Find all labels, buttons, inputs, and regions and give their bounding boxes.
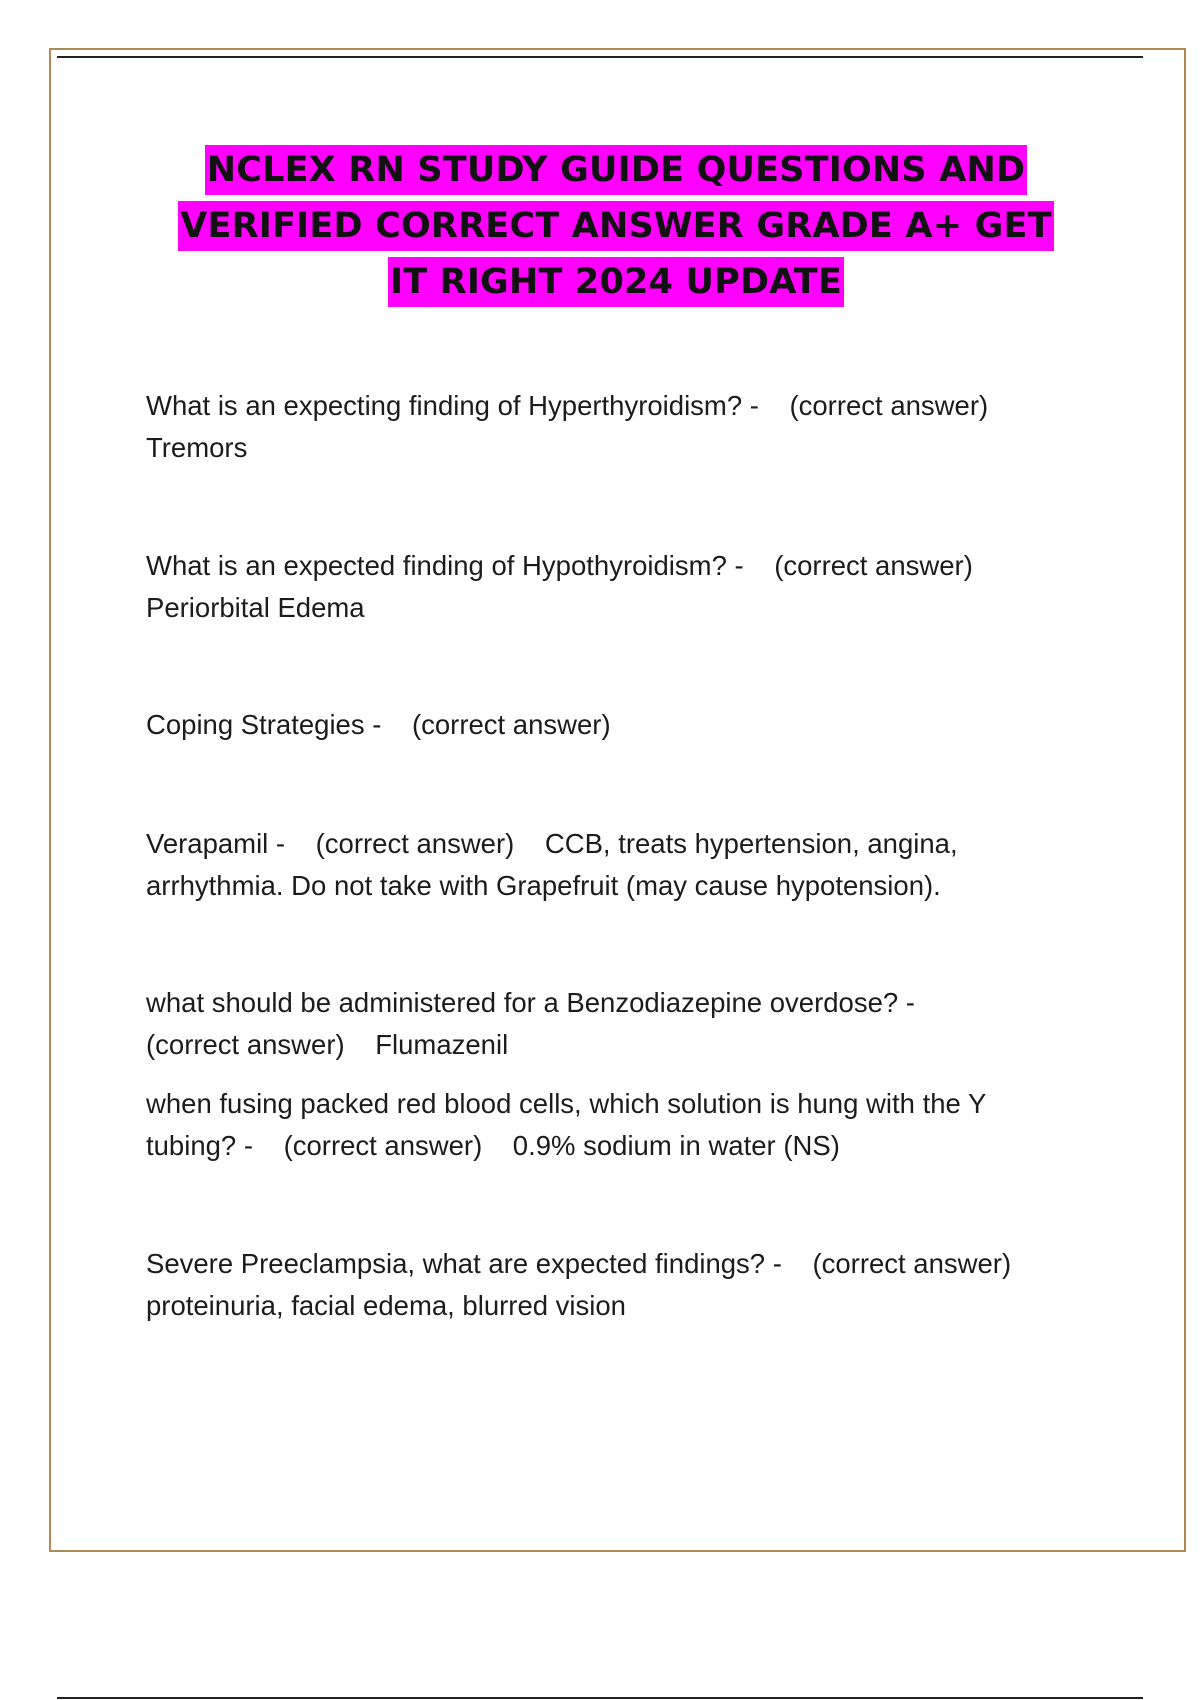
- answer-text: tubing? - (correct answer) 0.9% sodium in water (NS): [146, 1130, 840, 1161]
- question-text: Coping Strategies - (correct answer): [146, 709, 611, 740]
- question-text: What is an expecting finding of Hyperthyroidism? - (correct answer): [146, 390, 989, 421]
- title-line-3: IT RIGHT 2024 UPDATE: [388, 257, 844, 307]
- qa-item-hyperthyroidism: [146, 385, 1086, 469]
- question-text: Severe Preeclampsia, what are expected findings? - (correct answer): [146, 1248, 1012, 1279]
- answer-text: Periorbital Edema: [146, 592, 365, 623]
- question-text: when fusing packed red blood cells, which solution is hung with the Y: [146, 1088, 987, 1119]
- top-rule: [57, 56, 1143, 58]
- bottom-rule: [57, 1697, 1143, 1699]
- qa-item-packed-red-blood-cells: [146, 1083, 1086, 1167]
- title-line-2: VERIFIED CORRECT ANSWER GRADE A+ GET: [178, 201, 1054, 251]
- answer-text: proteinuria, facial edema, blurred vision: [146, 1290, 626, 1321]
- answer-text: arrhythmia. Do not take with Grapefruit (may cause hypotension).: [146, 870, 941, 901]
- qa-item-benzodiazepine: [146, 982, 1086, 1066]
- qa-item-preeclampsia: [146, 1243, 1086, 1327]
- answer-text: Tremors: [146, 432, 248, 463]
- qa-item-hypothyroidism: [146, 545, 1086, 629]
- title-line-1: NCLEX RN STUDY GUIDE QUESTIONS AND: [205, 145, 1028, 195]
- question-text: what should be administered for a Benzodiazepine overdose? -: [146, 987, 915, 1018]
- document-title: [120, 145, 1112, 313]
- question-text: Verapamil - (correct answer) CCB, treats hypertension, angina,: [146, 828, 958, 859]
- answer-text: (correct answer) Flumazenil: [146, 1029, 509, 1060]
- question-text: What is an expected finding of Hypothyroidism? - (correct answer): [146, 550, 973, 581]
- qa-item-verapamil: [146, 823, 1086, 907]
- qa-item-coping-strategies: [146, 704, 1086, 746]
